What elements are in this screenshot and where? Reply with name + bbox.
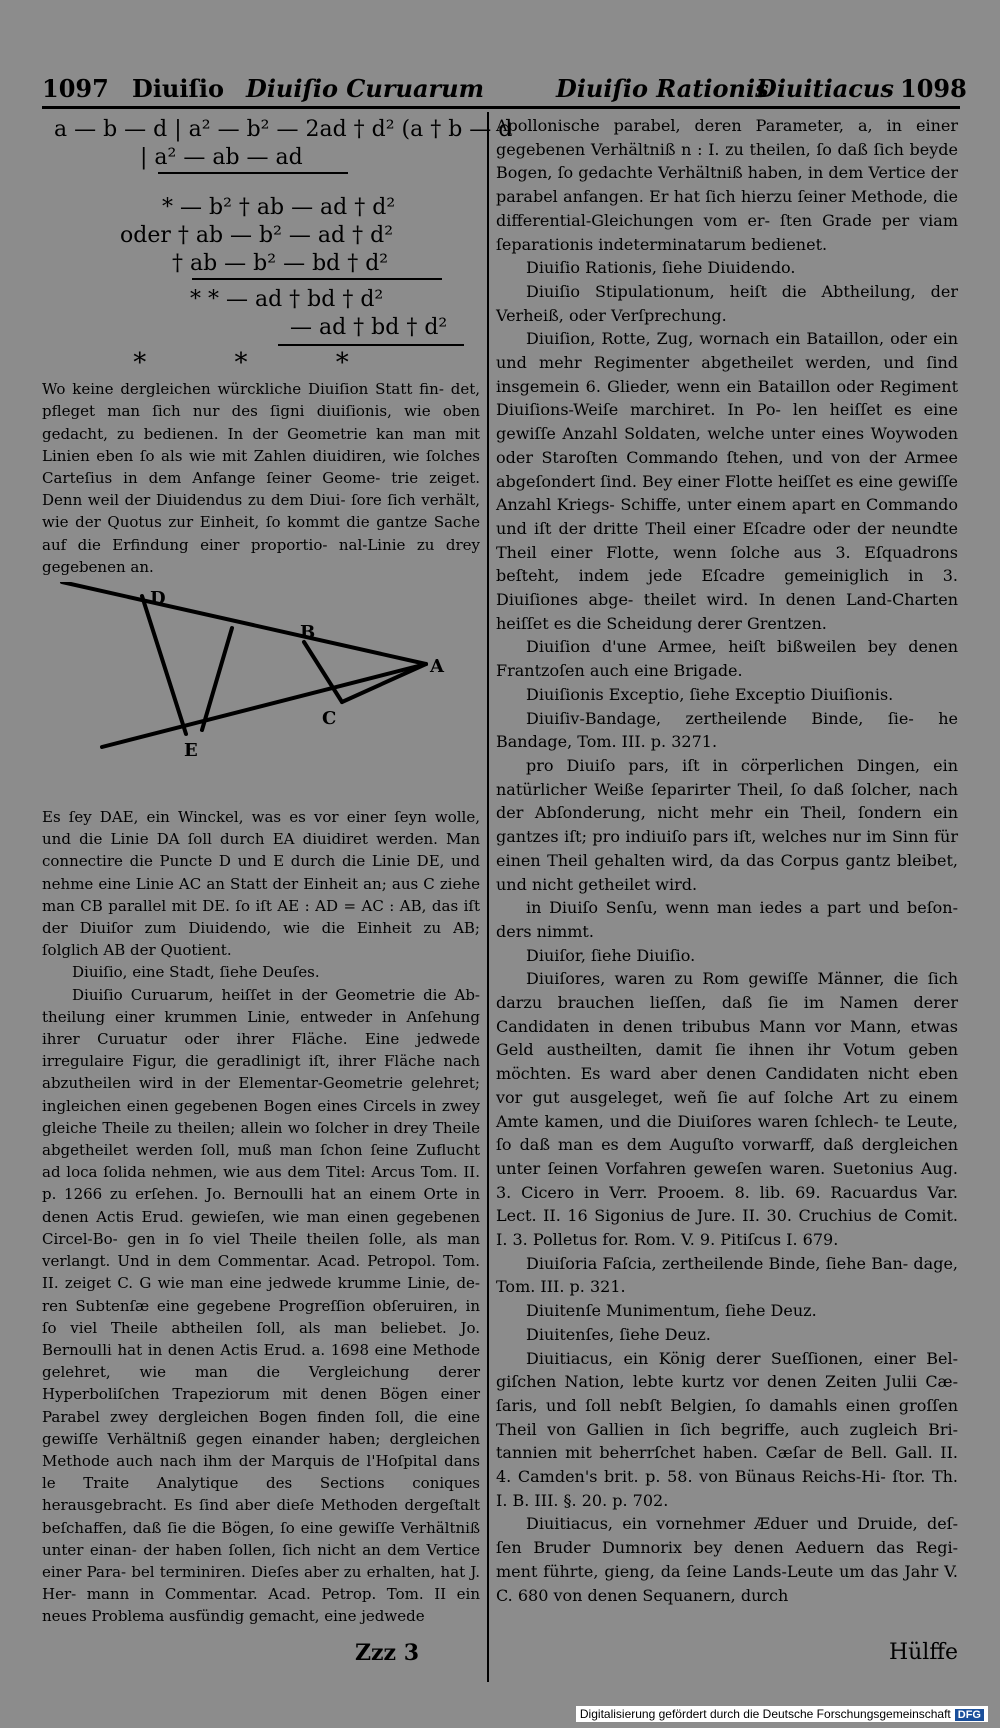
running-head-left-1: Diuiſio (132, 74, 224, 103)
math-rule (192, 278, 442, 280)
math-line: — ad † bd † d² (290, 315, 448, 340)
paragraph: in Diuiſo Senſu, wenn man iedes a part und beſon- ders nimmt. (496, 898, 958, 941)
paragraph: Diuiſio Curuarum, heiſſet in der Geometrie die Ab- theilung einer krummen Linie, entweder in Anſehung ihrer Curuatur oder ihrer Fläche. Eine jedwede irregulaire Figur, die geradlinigt iſt, ihrer Fläche nach abzutheilen wird in der Elementar-Geometrie gelehret; ingleichen einen gegebenen Bogen eines Circels in zwey gleiche Theile zu theilen; allein wo ſolcher in drey Theile abgetheilet werden ſoll, muß man ſchon ſeine Zuflucht ad loca ſolida nehmen, wie aus dem Titel: Arcus Tom. II. p. 1266 zu erſehen. Jo. Bernoulli hat an einem Orte in denen Actis Erud. gewieſen, wie man einen gegebenen Circel-Bo- gen in ſo viel Theile theilen ſolle, als man verlangt. Und in dem Commentar. Acad. Petropol. Tom. II. zeiget C. G wie man eine jedwede krumme Linie, de- ren Subtenſæ eine gegebene Progreſſion obſeruiren, in ſo viel Theile abtheilen ſoll, als man beliebet. Jo. Bernoulli hat in denen Actis Erud. a. 1698 eine Methode gelehret, wie man die Vergleichung derer Hyperboliſchen Trapeziorum mit denen Bögen einer Parabel zwey dergleichen Bogen finden ſoll, die eine gewiſſe Verhältniß gegen einander haben; dergleichen Methode auch nach ihm der Marquis de l'Hoſpital dans le Traite Analytique des Sections coniques herausgebracht. Es ſind aber dieſe Methoden dergeſtalt beſchaffen, daß ſie die Bögen, ſo eine gewiſſe Verhältniß unter einan- der haben ſollen, ſich nicht an dem Vertice einer Para- bel terminiren. Dieſes aber zu erhalten, hat J. Her- mann in Commentar. Acad. Petrop. Tom. II ein neues Problema ausfündig gemacht, eine jedwede (42, 985, 480, 1626)
page-number-right: 1098 (900, 74, 967, 103)
paragraph: Diuitenſes, ſiehe Deuz. (526, 1324, 711, 1344)
column-divider (487, 112, 489, 1682)
division-calculation (42, 114, 513, 350)
paragraph: Diuiſio, eine Stadt, ſiehe Deuſes. (72, 963, 320, 982)
running-head-right-2: Diuitiacus (756, 74, 894, 103)
paragraph: Apollonische parabel, deren Parameter, a, in einer gegebenen Verhältniß n : I. zu theilen, ſo daß ſich beyde Bogen, ſo gedachte Verhältniß haben, in dem Vertice der parabel anfangen. Er hat ſich hierzu ſeiner Methode, die differential-Gleichungen vom er- ſten Grade per viam ſeparationis indeterminatarum bedienet. (496, 116, 958, 254)
geometry-figure (42, 582, 480, 802)
digitization-credit (576, 1706, 988, 1722)
paragraph: Diuitiacus, ein König derer Sueſſionen, einer Bel- giſchen Nation, lebte kurtz vor denen Zeiten Julii Cæ- ſaris, und ſoll nebſt Belgien, ſo damahls einen groſſen Theil von Gallien in ſich begriffe, auch zugleich Bri- tannien mit beherrſchet haben. Cæſar de Bell. Gall. II. 4. Camden's brit. p. 58. von Bünaus Reichs-Hi- ſtor. Th. I. B. III. §. 20. p. 702. (496, 1348, 958, 1510)
math-rule (158, 172, 348, 174)
dfg-logo: DFG (955, 1709, 984, 1721)
paragraph: Diuiſion d'une Armee, heiſt bißweilen bey denen Frantzoſen auch eine Brigade. (496, 637, 958, 681)
credit-text: Digitalisierung gefördert durch die Deutsche Forschungsgemeinschaft (579, 1707, 951, 1721)
paragraph: Diuitiacus, ein vornehmer Æduer und Druide, deſ- ſen Bruder Dumnorix bey denen Aeduern das Regi- ment führte, gieng, da ſeine Lands-Leute um das Jahr V. C. 680 von denen Sequanern, durch (496, 1514, 958, 1605)
label-b: B (300, 622, 316, 644)
math-rule (278, 344, 464, 346)
label-e: E (184, 740, 198, 762)
right-column (496, 114, 958, 1607)
paragraph: Wo keine dergleichen würckliche Diuiſion Statt fin- det, pfleget man ſich nur des ſigni diuiſionis, wie oben gedacht, zu bedienen. In der Geometrie kan man mit Linien eben ſo als wie mit Zahlen diuidiren, wie ſolches Carteſius in dem Anfange ſeiner Geome- trie zeiget. Denn weil der Diuidendus zu dem Diui- ſore ſich verhält, wie der Quotus zur Einheit, ſo kommt die gantze Sache auf die Erfindung einer proportio- nal-Linie zu drey gegebenen an. (42, 380, 480, 576)
paragraph: Diuiſio Rationis, ſiehe Diuidendo. (526, 258, 796, 278)
math-line: a — b — d | a² — b² — 2ad † d² (a † b — d (54, 117, 513, 142)
math-line: * * — ad † bd † d² (190, 287, 384, 312)
label-d: D (150, 588, 166, 610)
label-a: A (430, 656, 444, 678)
math-line: * — b² † ab — ad † d² (162, 195, 396, 220)
math-line: † ab — b² — bd † d² (172, 251, 389, 276)
paragraph: pro Diuiſo pars, iſt in cörperlichen Dingen, ein natürlicher Weiße ſeparirter Theil, ſo daß ſolcher, nach der Abſonderung, nicht mehr ein Theil, ſondern ein gantzes iſt; pro indiuiſo pars iſt, welches nur im Sinn für einen Theil gehalten wird, da das Corpus gantz bleibet, und nicht getheilet wird. (496, 755, 958, 894)
signature-mark: Zzz 3 (355, 1640, 420, 1666)
division-diagram (42, 582, 480, 802)
left-column (42, 114, 513, 1628)
paragraph: Diuitenſe Munimentum, ſiehe Deuz. (526, 1301, 817, 1321)
label-c: C (322, 708, 337, 730)
paragraph: Diuiſoria Faſcia, zertheilende Binde, ſiehe Ban- dage, Tom. III. p. 321. (496, 1253, 958, 1297)
paragraph: Diuiſio Stipulationum, heiſt die Abtheilung, der Verheiß, oder Verſprechung. (496, 281, 958, 325)
paragraph: Diuiſor, ſiehe Diuiſio. (526, 945, 696, 965)
catchword: Hülffe (888, 1640, 958, 1665)
paragraph: Diuiſores, waren zu Rom gewiſſe Männer, die ſich darzu brauchen lieſſen, daß ſie im Namen derer Candidaten in denen tribubus Mann vor Mann, etwas Geld austheilten, damit ſie ihnen ihr Votum geben möchten. Es ward aber denen Candidaten nicht eben vor gut ausgeleget, weñ ſie auf ſolche Art zu einem Amte kamen, und die Diuiſores waren ſchlech- te Leute, ſo daß man es dem Auguſto vorwarff, daß dergleichen unter ſeinen Vorfahren geweſen waren. Suetonius Aug. 3. Cicero in Verr. Prooem. 8. lib. 69. Racuardus Var. Lect. II. 16 Sigonius de Jure. II. 30. Cruchius de Comit. I. 3. Polletus for. Rom. V. 9. Pitiſcus I. 679. (496, 969, 958, 1250)
page-header (0, 70, 1000, 110)
running-head-right-1: Diuiſio Rationis (556, 74, 769, 103)
math-line: | a² — ab — ad (140, 145, 303, 170)
math-line: oder † ab — b² — ad † d² (120, 223, 394, 248)
page-number-left: 1097 (42, 74, 109, 103)
running-head-left-2: Diuiſio Curuarum (246, 74, 484, 103)
header-rule (42, 106, 960, 109)
paragraph: Diuiſionis Exceptio, ſiehe Exceptio Diuiſionis. (526, 684, 894, 704)
paragraph: Diuiſiv-Bandage, zertheilende Binde, ſie- he Bandage, Tom. III. p. 3271. (496, 708, 958, 752)
section-stars: * * * (133, 348, 389, 378)
paragraph: Diuiſion, Rotte, Zug, wornach ein Bataillon, oder ein und mehr Regimenter abgetheilet werden, und ſind insgemein 6. Glieder, wenn ein Bataillon oder Regiment Diuiſions-Weiſe marchiret. In Po- len heiſſet es eine gewiſſe Anzahl Soldaten, welche unter eines Woywoden oder Staroſten Commando ſtehen, und von der Armee abgeſondert ſind. Bey einer Flotte heiſſet es eine gewiſſe Anzahl Kriegs- Schiffe, unter einem apart en Commando und iſt der dritte Theil einer Eſcadre oder der neundte Theil einer Flotte, wenn ſolche aus 3. Eſquadrons beſteht, indem jede Eſcadre gemeiniglich in 3. Diuiſiones abge- theilet wird. In denen Land-Charten heiſſet es die Scheidung derer Grentzen. (496, 329, 958, 633)
paragraph: Es ſey DAE, ein Winckel, was es vor einer ſeyn wolle, und die Linie DA ſoll durch EA diuidiret werden. Man connectire die Puncte D und E durch die Linie DE, und nehme eine Linie AC an Statt der Einheit an; aus C ziehe man CB parallel mit DE. ſo iſt AE : AD = AC : AB, das iſt der Diuiſor zum Diuidendo, wie die Einheit zu AB; ſolglich AB der Quotient. (42, 808, 480, 960)
